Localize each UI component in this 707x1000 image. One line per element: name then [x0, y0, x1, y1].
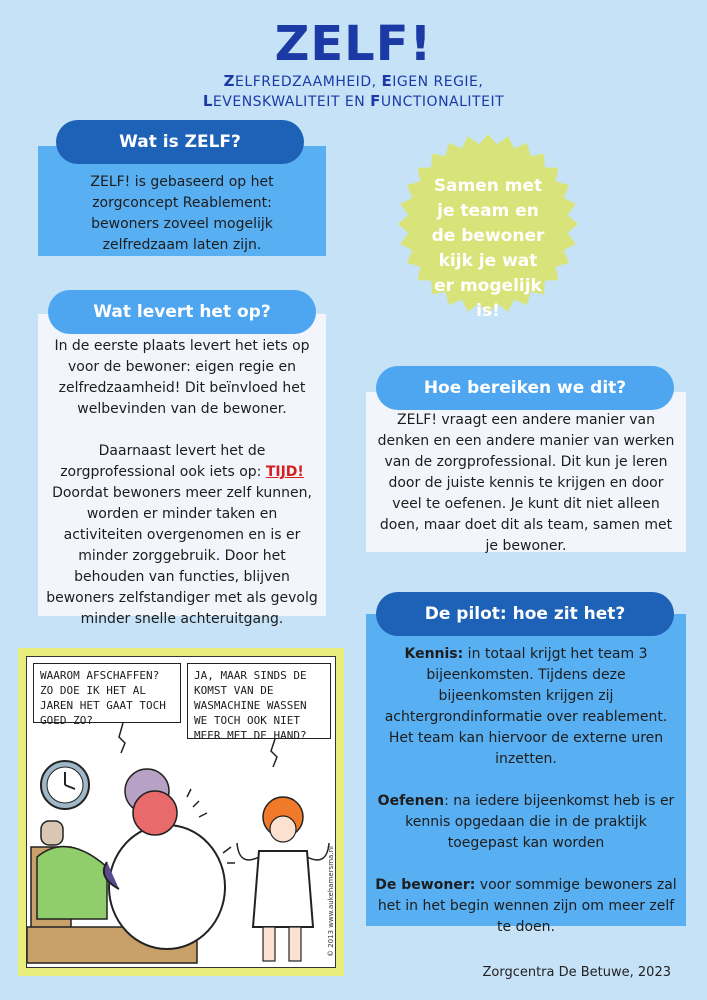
- subtitle-line-2: [0, 92, 707, 110]
- subtitle-text: ELFREDZAAMHEID,: [235, 74, 382, 90]
- wat-levert-para1: In de eerste plaats levert het iets op voor de bewoner: eigen regie en zelfredzaamheid! Dit beïnvloed het welbevinden van de bewoner.: [54, 338, 310, 417]
- wat-is-text: ZELF! is gebaseerd op het zorgconcept Reablement: bewoners zoveel mogelijk zelfredzaam laten zijn.: [90, 174, 274, 253]
- clock-icon: [41, 761, 89, 809]
- wat-is-heading: Wat is ZELF?: [56, 120, 304, 164]
- page-title: ZELF!: [274, 16, 433, 72]
- pilot-oefenen: [374, 791, 678, 854]
- comic-panel: [26, 656, 336, 968]
- pilot-kennis-label: Kennis:: [404, 646, 464, 662]
- pilot-kennis-text: in totaal krijgt het team 3 bijeenkomsten. Tijdens deze bijeenkomsten krijgen zij achtergrondinformatie over reablement. Het team kan hiervoor de externe uren inzetten.: [384, 646, 668, 767]
- pilot-box: [366, 614, 686, 935]
- subtitle-text: UNCTIONALITEIT: [380, 94, 505, 110]
- comic-bubble-right: JA, MAAR SINDS DE KOMST VAN DE WASMACHINE WASSEN WE TOCH OOK NIET MEER MET DE HAND?: [187, 663, 331, 739]
- pilot-heading: De pilot: hoe zit het?: [376, 592, 674, 636]
- footer-text: Zorgcentra De Betuwe, 2023: [482, 965, 671, 980]
- comic-illustration: [27, 657, 336, 968]
- pilot-oefenen-text: : na iedere bijeenkomst heb is er kennis opgedaan die in de praktijk toegepast kan worden: [405, 793, 675, 851]
- subtitle-text: IGEN REGIE,: [392, 74, 484, 90]
- comic-credit: © 2013 www.aukehamersma.nl: [327, 846, 335, 957]
- wat-levert-para2-rest: Doordat bewoners meer zelf kunnen, worden er minder taken en activiteiten overgenomen en is er minder zorggebruik. Door het behouden van functies, blijven bewoners zelfstandiger met als gevolg minder snelle achteruitgang.: [46, 485, 318, 627]
- tijd-highlight: TIJD!: [265, 464, 304, 480]
- subtitle-line-1: [0, 72, 707, 90]
- hoe-bereiken-heading: Hoe bereiken we dit?: [376, 366, 674, 410]
- wat-levert-para2: [46, 441, 318, 630]
- pilot-bewoner: [374, 875, 678, 938]
- subtitle-initial: L: [202, 92, 213, 110]
- pilot-oefenen-label: Oefenen: [377, 793, 445, 809]
- subtitle-initial: Z: [223, 72, 236, 90]
- pilot-bewoner-text: voor sommige bewoners zal het in het begin wennen zijn om meer zelf te doen.: [377, 877, 677, 935]
- comic-frame: [18, 648, 344, 976]
- wat-levert-para2-text: Daarnaast levert het de zorgprofessional ook iets op:: [60, 443, 266, 480]
- pilot-kennis: [374, 644, 678, 770]
- hoe-bereiken-box: [366, 392, 686, 552]
- burst-text: Samen met je team en de bewoner kijk je wat er mogelijk is!: [431, 176, 545, 321]
- comic-bubble-left: WAAROM AFSCHAFFEN? ZO DOE IK HET AL JAREN HET GAAT TOCH GOED ZO?: [33, 663, 181, 723]
- wat-levert-box: [38, 314, 326, 627]
- subtitle-initial: E: [381, 72, 393, 90]
- wat-levert-heading: Wat levert het op?: [48, 290, 316, 334]
- hoe-bereiken-text: ZELF! vraagt een andere manier van denken en een andere manier van werken van de zorgprofessional. Dit kun je leren door de juiste kennis te krijgen en door veel te oefenen. Je kunt dit niet alleen doen, maar doet dit als team, samen met je bewoner.: [377, 412, 675, 554]
- pilot-bewoner-label: De bewoner:: [375, 877, 476, 893]
- subtitle-text: EVENSKWALITEIT EN: [212, 94, 371, 110]
- subtitle-initial: F: [370, 92, 381, 110]
